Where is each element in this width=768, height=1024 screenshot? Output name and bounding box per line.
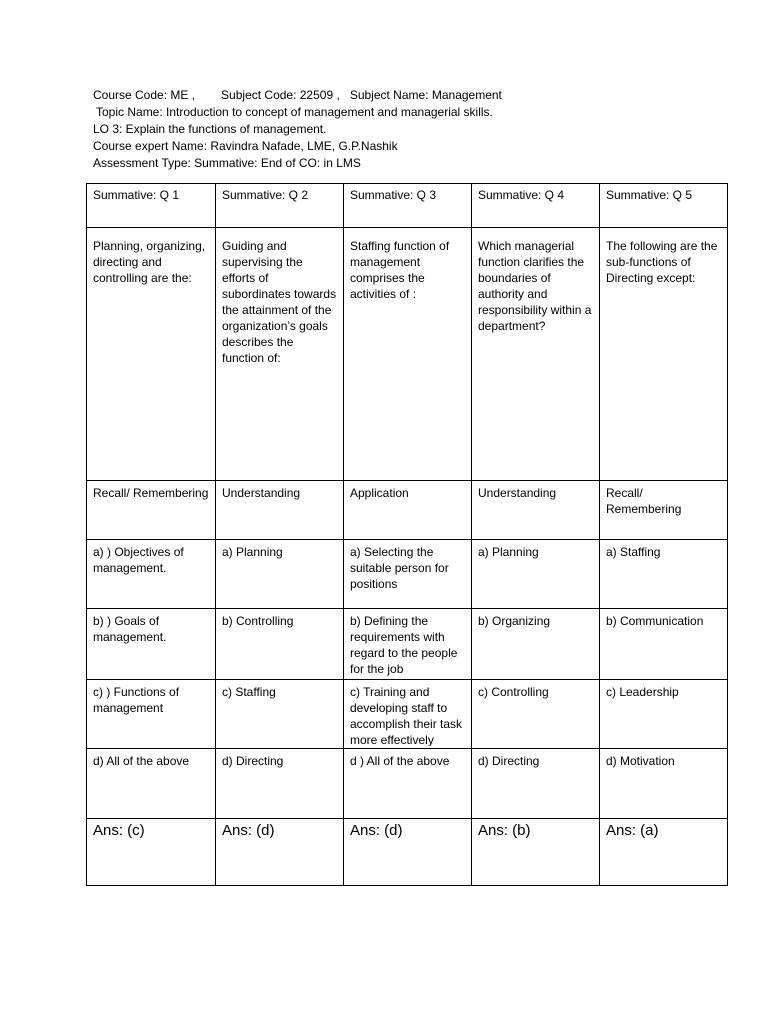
question-table — [86, 183, 728, 886]
course-code: Course Code: ME , — [93, 88, 196, 102]
q1-title: Summative: Q 1 — [87, 184, 216, 228]
table-row-questions — [87, 228, 728, 481]
q5-answer: Ans: (a) — [600, 819, 728, 886]
q4-title: Summative: Q 4 — [472, 184, 600, 228]
q1-option-d: d) All of the above — [87, 749, 216, 819]
table-row-option-c — [87, 680, 728, 749]
q2-answer: Ans: (d) — [216, 819, 344, 886]
q4-option-c: c) Controlling — [478, 685, 549, 699]
q2-option-b: b) Controlling — [216, 609, 344, 680]
q5-level: Recall/ Remembering — [600, 481, 728, 540]
q3-answer: Ans: (d) — [344, 819, 472, 886]
q4-question: Which managerial function clarifies the boundaries of authority and responsibility within a department? — [472, 228, 600, 481]
q5-option-c-cell — [600, 680, 728, 749]
q1-question: Planning, organizing, directing and controlling are the: — [87, 228, 216, 481]
q2-level: Understanding — [216, 481, 344, 540]
q1-option-c: c) ) Functions of management — [93, 685, 180, 715]
q2-option-c: c) Staffing — [222, 685, 276, 699]
q1-answer: Ans: (c) — [87, 819, 216, 886]
course-expert: Course expert Name: Ravindra Nafade, LME, G.P.Nashik — [93, 139, 398, 153]
table-row-option-a — [87, 540, 728, 609]
table-row-option-b — [87, 609, 728, 680]
q3-title: Summative: Q 3 — [344, 184, 472, 228]
header-line-1 — [93, 87, 713, 104]
q1-option-a: a) ) Objectives of management. — [87, 540, 216, 609]
q2-option-a: a) Planning — [216, 540, 344, 609]
table-row-answers — [87, 819, 728, 886]
q3-option-c-cell — [344, 680, 472, 749]
q4-option-a: a) Planning — [472, 540, 600, 609]
assessment-type: Assessment Type: Summative: End of CO: in LMS — [93, 156, 361, 170]
q4-answer: Ans: (b) — [472, 819, 600, 886]
q3-level: Application — [344, 481, 472, 540]
q3-option-a: a) Selecting the suitable person for positions — [344, 540, 472, 609]
q3-option-d: d ) All of the above — [344, 749, 472, 819]
topic-name: Topic Name: Introduction to concept of management and managerial skills. — [96, 105, 493, 119]
q1-option-b: b) ) Goals of management. — [87, 609, 216, 680]
q3-option-c: c) Training and developing staff to accomplish their task more effectively — [350, 685, 463, 746]
q2-question: Guiding and supervising the efforts of subordinates towards the attainment of the organization’s goals describes the function of: — [216, 228, 344, 481]
document-header — [93, 87, 713, 172]
q5-option-a: a) Staffing — [600, 540, 728, 609]
q3-question: Staffing function of management comprises the activities of : — [344, 228, 472, 481]
q1-option-c-cell — [87, 680, 216, 749]
q2-option-d: d) Directing — [216, 749, 344, 819]
q1-level: Recall/ Remembering — [87, 481, 216, 540]
q2-title: Summative: Q 2 — [216, 184, 344, 228]
subject-code: Subject Code: 22509 , — [221, 88, 340, 102]
table-row-levels — [87, 481, 728, 540]
q2-option-c-cell — [216, 680, 344, 749]
q5-title: Summative: Q 5 — [600, 184, 728, 228]
q5-option-d: d) Motivation — [600, 749, 728, 819]
q4-option-c-cell — [472, 680, 600, 749]
q4-option-b: b) Organizing — [472, 609, 600, 680]
subject-name: Subject Name: Management — [349, 88, 502, 102]
q4-option-d: d) Directing — [472, 749, 600, 819]
table-row-option-d — [87, 749, 728, 819]
q4-level: Understanding — [472, 481, 600, 540]
learning-outcome: LO 3: Explain the functions of management. — [93, 122, 327, 136]
q5-option-c: c) Leadership — [606, 685, 679, 699]
q3-option-b: b) Defining the requirements with regard to the people for the job — [344, 609, 472, 680]
table-row-titles — [87, 184, 728, 228]
q5-question: The following are the sub-functions of Directing except: — [600, 228, 728, 481]
q5-option-b: b) Communication — [600, 609, 728, 680]
